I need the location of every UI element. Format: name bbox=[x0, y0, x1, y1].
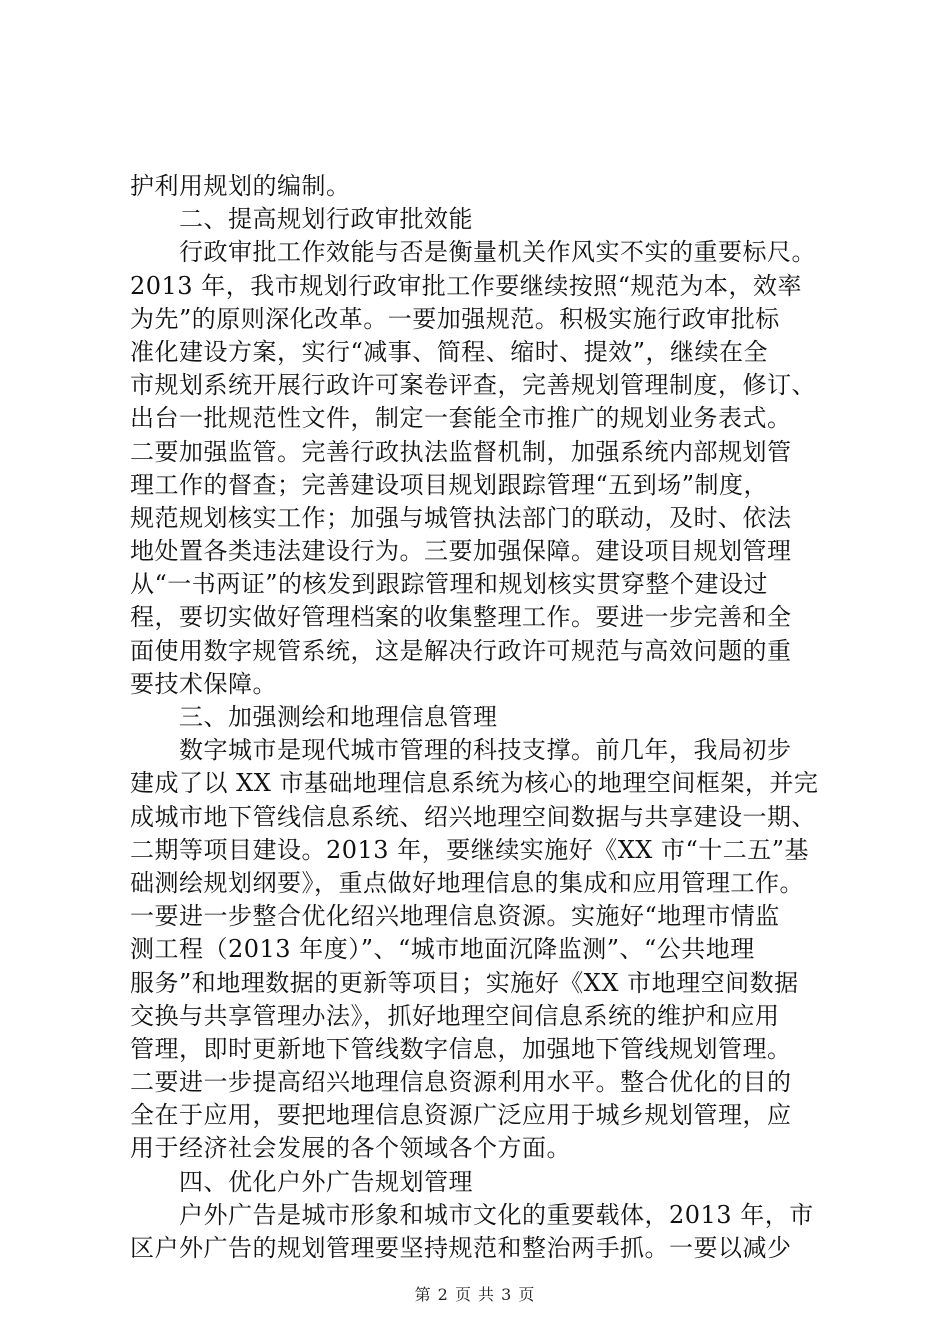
page-footer bbox=[0, 1282, 950, 1305]
text-line: 一要进一步整合优化绍兴地理信息资源。实施好“地理市情监 bbox=[130, 902, 780, 931]
text-line: 二要进一步提高绍兴地理信息资源利用水平。整合优化的目的 bbox=[130, 1068, 792, 1097]
text-line: 从“一书两证”的核发到跟踪管理和规划核实贯穿整个建设过 bbox=[130, 570, 769, 599]
text-line: 区户外广告的规划管理要坚持规范和整治两手抓。一要以减少 bbox=[130, 1234, 792, 1262]
text-line: 用于经济社会发展的各个领域各个方面。 bbox=[130, 1134, 571, 1163]
document-body bbox=[130, 170, 830, 1265]
text-line: 二要加强监管。完善行政执法监督机制，加强系统内部规划管 bbox=[130, 437, 792, 466]
text-line: 础测绘规划纲要》，重点做好地理信息的集成和应用管理工作。 bbox=[130, 868, 804, 897]
text-line: 管理，即时更新地下管线数字信息，加强地下管线规划管理。 bbox=[130, 1034, 792, 1063]
text-line: 规范规划核实工作；加强与城管执法部门的联动，及时、依法 bbox=[130, 503, 792, 532]
text-line: 准化建设方案，实行“减事、简程、缩时、提效”，继续在全 bbox=[130, 337, 769, 366]
text-line: 交换与共享管理办法》，抓好地理空间信息系统的维护和应用 bbox=[130, 1001, 780, 1030]
text-line: 护利用规划的编制。 bbox=[130, 172, 351, 200]
text-line: 行政审批工作效能与否是衡量机关作风实不实的重要标尺。 bbox=[130, 238, 816, 267]
text-line: 成城市地下管线信息系统、绍兴地理空间数据与共享建设一期、 bbox=[130, 802, 816, 831]
text-line: 市规划系统开展行政许可案卷评查，完善规划管理制度，修订、 bbox=[130, 371, 816, 400]
page-number-label: 第 2 页 共 3 页 bbox=[414, 1285, 536, 1304]
text-line: 建成了以 XX 市基础地理信息系统为核心的地理空间框架，并完 bbox=[130, 769, 819, 798]
section-heading: 四、优化户外广告规划管理 bbox=[130, 1167, 473, 1196]
text-line: 出台一批规范性文件，制定一套能全市推广的规划业务表式。 bbox=[130, 404, 792, 433]
section-heading: 二、提高规划行政审批效能 bbox=[130, 205, 473, 234]
text-line: 要技术保障。 bbox=[130, 669, 277, 698]
text-line: 户外广告是城市形象和城市文化的重要载体，2013 年，市 bbox=[130, 1200, 814, 1229]
text-line: 为先”的原则深化改革。一要加强规范。积极实施行政审批标 bbox=[130, 304, 780, 333]
text-line: 面使用数字规管系统，这是解决行政许可规范与高效问题的重 bbox=[130, 636, 792, 665]
text-line: 地处置各类违法建设行为。三要加强保障。建设项目规划管理 bbox=[130, 537, 792, 566]
section-heading: 三、加强测绘和地理信息管理 bbox=[130, 703, 498, 731]
text-line: 数字城市是现代城市管理的科技支撑。前几年，我局初步 bbox=[130, 736, 792, 765]
text-line: 全在于应用，要把地理信息资源广泛应用于城乡规划管理，应 bbox=[130, 1101, 792, 1130]
text-line: 服务”和地理数据的更新等项目；实施好《XX 市地理空间数据 bbox=[130, 968, 799, 997]
text-line: 程，要切实做好管理档案的收集整理工作。要进一步完善和全 bbox=[130, 603, 792, 632]
text-line: 测工程（2013 年度）”、“城市地面沉降监测”、“公共地理 bbox=[130, 935, 755, 964]
text-line: 理工作的督查；完善建设项目规划跟踪管理“五到场”制度， bbox=[130, 470, 769, 499]
text-line: 二期等项目建设。2013 年，要继续实施好《XX 市“十二五”基 bbox=[130, 835, 810, 864]
text-line: 2013 年，我市规划行政审批工作要继续按照“规范为本，效率 bbox=[130, 271, 802, 300]
